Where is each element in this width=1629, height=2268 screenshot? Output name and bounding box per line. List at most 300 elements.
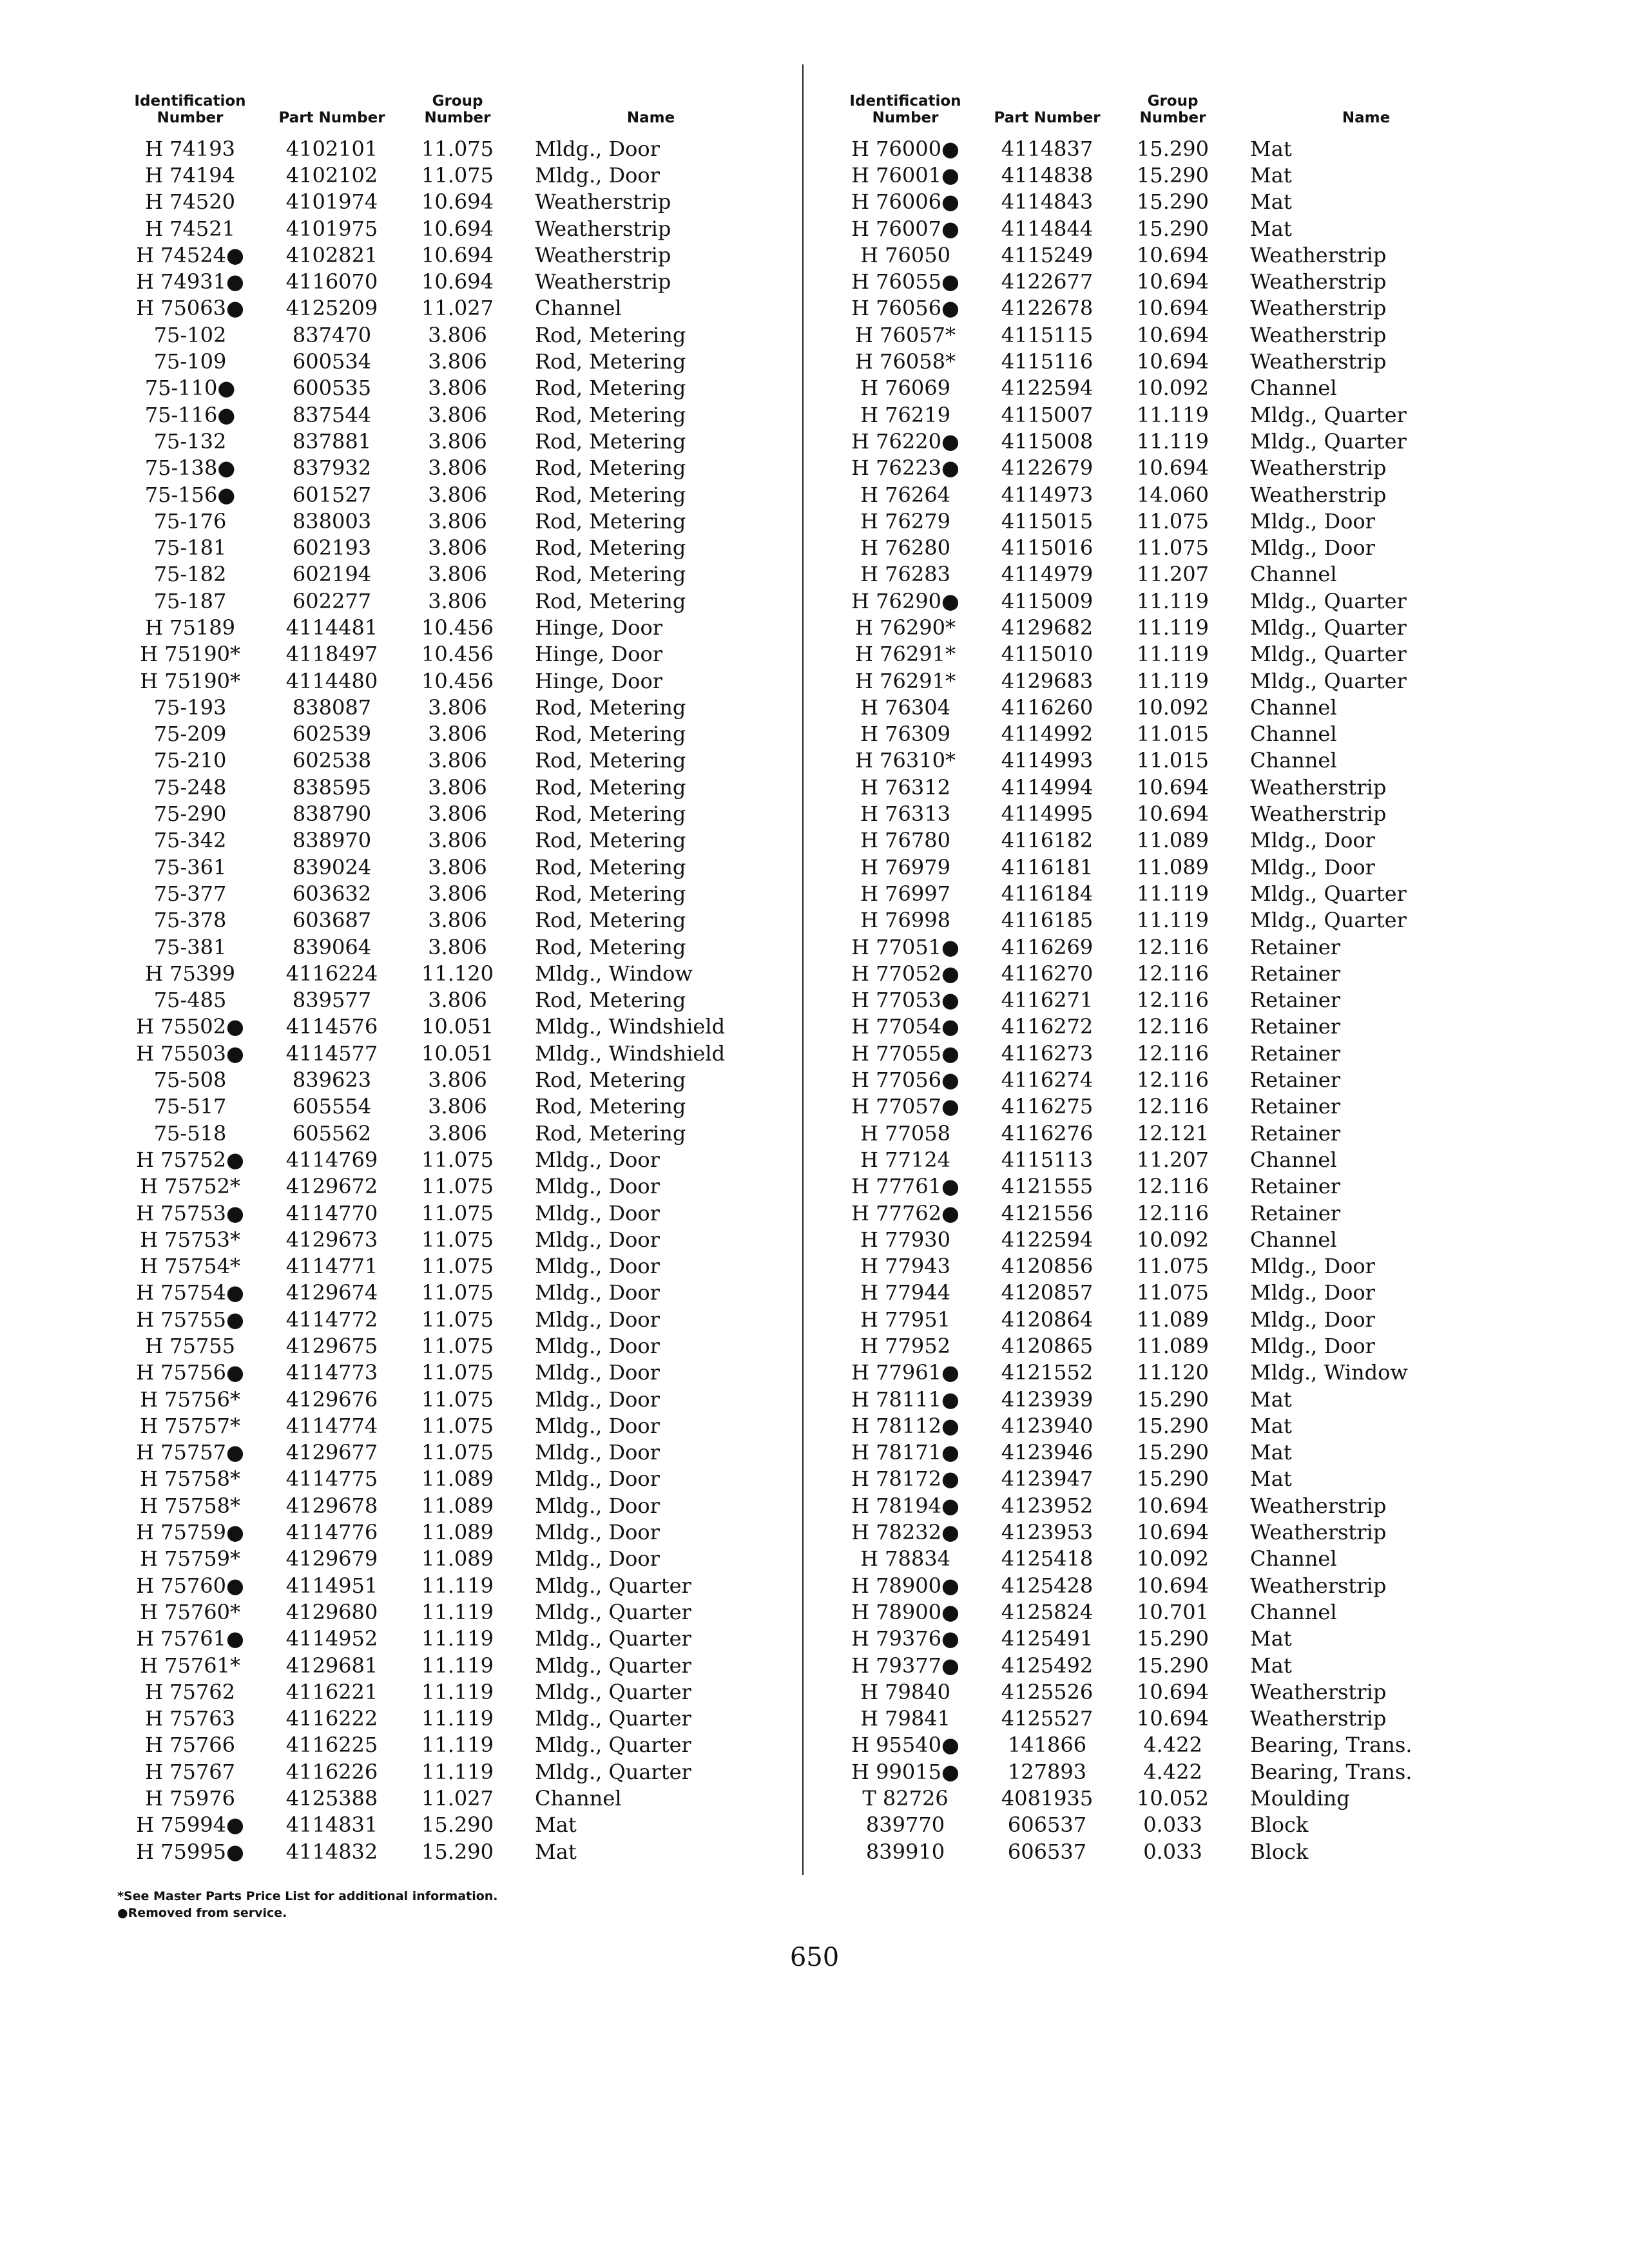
- cell-part-number: 4121556: [1001, 1200, 1094, 1225]
- cell-group-number: 15.290: [1137, 1653, 1209, 1678]
- cell-identification-number: H 76000●: [851, 136, 959, 161]
- cell-part-number: 838970: [292, 828, 372, 853]
- cell-part-number: 4116225: [285, 1733, 378, 1758]
- cell-identification-number: H 75758*: [140, 1493, 240, 1518]
- cell-name: Rod, Metering: [535, 934, 686, 959]
- cell-group-number: 3.806: [428, 349, 487, 374]
- cell-group-number: 14.060: [1137, 482, 1209, 507]
- cell-group-number: 15.290: [1137, 1440, 1209, 1465]
- cell-part-number: 603632: [292, 881, 372, 906]
- cell-group-number: 3.806: [428, 402, 487, 427]
- cell-identification-number: H 76291*: [855, 668, 956, 693]
- table-row: [116, 1146, 773, 1173]
- cell-name: Channel: [1250, 1147, 1337, 1172]
- cell-identification-number: H 77952: [860, 1334, 950, 1358]
- cell-part-number: 4123952: [1001, 1493, 1094, 1518]
- cell-part-number: 4129679: [285, 1546, 378, 1571]
- table-row: [116, 1200, 773, 1226]
- cell-name: Mldg., Door: [535, 162, 660, 187]
- cell-identification-number: H 74931●: [136, 269, 244, 294]
- cell-identification-number: H 77762●: [851, 1200, 959, 1225]
- cell-identification-number: 75-209: [153, 722, 227, 747]
- cell-name: Rod, Metering: [535, 881, 686, 906]
- cell-part-number: 4116222: [285, 1706, 378, 1731]
- cell-part-number: 4129683: [1001, 668, 1094, 693]
- table-row: [116, 1014, 773, 1040]
- cell-identification-number: H 75503●: [136, 1041, 244, 1066]
- table-row: [831, 987, 1482, 1014]
- cell-identification-number: H 76069: [860, 376, 950, 401]
- header-group-number: Group Number: [1139, 93, 1206, 126]
- cell-identification-number: H 78111●: [851, 1387, 959, 1412]
- cell-identification-number: H 75976: [145, 1786, 235, 1811]
- cell-part-number: 4114769: [285, 1147, 378, 1172]
- table-row: [831, 1093, 1482, 1120]
- table-row: [116, 854, 773, 880]
- cell-part-number: 838003: [292, 508, 372, 533]
- cell-part-number: 4125428: [1001, 1573, 1094, 1598]
- cell-identification-number: 75-187: [153, 588, 227, 613]
- cell-name: Mat: [1250, 1626, 1292, 1651]
- cell-part-number: 839064: [292, 934, 372, 959]
- table-row: [831, 242, 1482, 268]
- cell-part-number: 4116271: [1001, 988, 1094, 1013]
- cell-identification-number: 75-156●: [144, 482, 236, 507]
- cell-part-number: 4114992: [1001, 722, 1094, 747]
- cell-part-number: 4118497: [285, 642, 378, 667]
- cell-identification-number: H 77944: [860, 1280, 950, 1305]
- cell-part-number: 4116260: [1001, 695, 1094, 720]
- cell-group-number: 10.051: [421, 1014, 494, 1039]
- cell-group-number: 11.119: [421, 1759, 494, 1784]
- cell-name: Retainer: [1250, 1041, 1341, 1066]
- cell-part-number: 4114831: [285, 1812, 378, 1838]
- cell-identification-number: H 76312: [860, 774, 950, 800]
- cell-group-number: 11.075: [421, 1387, 494, 1412]
- cell-part-number: 602193: [292, 535, 372, 561]
- table-row: [116, 1466, 773, 1492]
- cell-name: Weatherstrip: [1250, 1493, 1387, 1518]
- table-row: [116, 1066, 773, 1093]
- cell-group-number: 11.075: [421, 1307, 494, 1332]
- cell-group-number: 3.806: [428, 881, 487, 906]
- cell-group-number: 11.119: [1137, 588, 1209, 613]
- table-row: [831, 1412, 1482, 1439]
- cell-group-number: 10.694: [1137, 1493, 1209, 1518]
- cell-group-number: 10.694: [421, 216, 494, 241]
- table-row: [831, 481, 1482, 508]
- cell-identification-number: H 78232●: [851, 1520, 959, 1545]
- table-row: [116, 614, 773, 640]
- cell-part-number: 4115249: [1001, 242, 1094, 267]
- cell-group-number: 3.806: [428, 988, 487, 1013]
- cell-name: Channel: [535, 1786, 622, 1811]
- cell-identification-number: H 76223●: [851, 456, 959, 481]
- cell-name: Mldg., Quarter: [535, 1626, 691, 1651]
- cell-group-number: 11.119: [1137, 908, 1209, 933]
- cell-identification-number: H 75767: [145, 1759, 235, 1784]
- left-column: [116, 64, 773, 1865]
- cell-group-number: 10.456: [421, 642, 494, 667]
- table-row: [831, 1599, 1482, 1625]
- table-row: [116, 907, 773, 934]
- cell-identification-number: 75-182: [153, 562, 227, 587]
- cell-part-number: 4115009: [1001, 588, 1094, 613]
- cell-identification-number: H 76050: [860, 242, 950, 267]
- cell-identification-number: H 78171●: [851, 1440, 959, 1465]
- table-row: [116, 428, 773, 454]
- cell-name: Weatherstrip: [1250, 774, 1387, 800]
- cell-identification-number: H 76007●: [851, 216, 959, 241]
- cell-group-number: 10.694: [1137, 774, 1209, 800]
- cell-name: Rod, Metering: [535, 908, 686, 933]
- table-row: [116, 242, 773, 268]
- table-row: [116, 1706, 773, 1732]
- cell-group-number: 3.806: [428, 748, 487, 773]
- cell-name: Mldg., Quarter: [535, 1679, 691, 1704]
- cell-group-number: 10.694: [1137, 1520, 1209, 1545]
- table-row: [116, 401, 773, 428]
- cell-part-number: 4115113: [1001, 1147, 1094, 1172]
- cell-part-number: 4116274: [1001, 1068, 1094, 1093]
- cell-identification-number: H 78900●: [851, 1573, 959, 1598]
- cell-name: Mldg., Quarter: [1250, 908, 1407, 933]
- cell-name: Weatherstrip: [1250, 242, 1387, 267]
- cell-identification-number: H 75760*: [140, 1599, 240, 1624]
- cell-name: Weatherstrip: [1250, 349, 1387, 374]
- cell-identification-number: 75-248: [153, 774, 227, 800]
- cell-part-number: 4129680: [285, 1599, 378, 1624]
- cell-name: Mldg., Door: [535, 1147, 660, 1172]
- cell-group-number: 4.422: [1143, 1759, 1202, 1784]
- cell-identification-number: H 77930: [860, 1227, 950, 1252]
- cell-identification-number: H 75189: [145, 615, 235, 640]
- cell-part-number: 602539: [292, 722, 372, 747]
- cell-part-number: 4116185: [1001, 908, 1094, 933]
- cell-group-number: 3.806: [428, 774, 487, 800]
- cell-group-number: 10.694: [1137, 296, 1209, 321]
- header-part-number: Part Number: [278, 110, 385, 126]
- table-row: [116, 1599, 773, 1625]
- cell-name: Channel: [1250, 562, 1337, 587]
- cell-part-number: 4114770: [285, 1200, 378, 1225]
- cell-name: Mat: [1250, 136, 1292, 161]
- cell-part-number: 4120865: [1001, 1334, 1094, 1358]
- table-row: [116, 1306, 773, 1332]
- table-row: [831, 1758, 1482, 1785]
- cell-name: Weatherstrip: [1250, 269, 1387, 294]
- cell-group-number: 3.806: [428, 428, 487, 454]
- table-row: [116, 1678, 773, 1705]
- cell-group-number: 15.290: [421, 1839, 494, 1864]
- cell-part-number: 4116184: [1001, 881, 1094, 906]
- cell-part-number: 602277: [292, 588, 372, 613]
- cell-name: Mldg., Quarter: [1250, 588, 1407, 613]
- cell-name: Weatherstrip: [1250, 1706, 1387, 1731]
- cell-identification-number: H 75761●: [136, 1626, 244, 1651]
- cell-name: Mat: [1250, 1653, 1292, 1678]
- table-row: [831, 747, 1482, 774]
- cell-part-number: 4114775: [285, 1466, 378, 1492]
- table-row: [116, 534, 773, 561]
- cell-group-number: 11.075: [421, 1200, 494, 1225]
- cell-part-number: 4116226: [285, 1759, 378, 1784]
- cell-group-number: 10.701: [1137, 1599, 1209, 1624]
- table-row: [831, 880, 1482, 907]
- table-row: [116, 1412, 773, 1439]
- cell-part-number: 4129673: [285, 1227, 378, 1252]
- cell-group-number: 10.092: [1137, 376, 1209, 401]
- table-row: [831, 1626, 1482, 1652]
- table-row: [116, 1519, 773, 1545]
- cell-part-number: 838087: [292, 695, 372, 720]
- table-row: [116, 934, 773, 960]
- table-row: [831, 1439, 1482, 1466]
- cell-part-number: 4125527: [1001, 1706, 1094, 1731]
- header-part-number: Part Number: [994, 110, 1101, 126]
- cell-group-number: 15.290: [1137, 1466, 1209, 1492]
- column-header: [116, 64, 773, 135]
- cell-part-number: 4116272: [1001, 1014, 1094, 1039]
- cell-part-number: 4116276: [1001, 1120, 1094, 1146]
- cell-part-number: 4114979: [1001, 562, 1094, 587]
- cell-part-number: 4129672: [285, 1174, 378, 1199]
- cell-name: Weatherstrip: [1250, 296, 1387, 321]
- table-row: [116, 1572, 773, 1599]
- cell-group-number: 12.121: [1137, 1120, 1209, 1146]
- cell-identification-number: H 78194●: [851, 1493, 959, 1518]
- cell-name: Mldg., Door: [535, 1466, 660, 1492]
- table-row: [116, 268, 773, 294]
- cell-identification-number: H 74194: [145, 162, 235, 187]
- cell-identification-number: H 79377●: [851, 1653, 959, 1678]
- cell-name: Rod, Metering: [535, 402, 686, 427]
- cell-group-number: 15.290: [1137, 1387, 1209, 1412]
- table-row: [831, 1678, 1482, 1705]
- cell-part-number: 4102101: [285, 136, 378, 161]
- cell-name: Rod, Metering: [535, 988, 686, 1013]
- cell-identification-number: H 75502●: [136, 1014, 244, 1039]
- cell-name: Mat: [1250, 1387, 1292, 1412]
- table-row: [116, 721, 773, 747]
- cell-name: Mldg., Quarter: [535, 1759, 691, 1784]
- cell-identification-number: H 77951: [860, 1307, 950, 1332]
- table-row: [831, 561, 1482, 588]
- cell-identification-number: H 75063●: [136, 296, 244, 321]
- cell-group-number: 11.075: [421, 1227, 494, 1252]
- table-row: [116, 641, 773, 668]
- cell-name: Mldg., Windshield: [535, 1041, 726, 1066]
- cell-part-number: 4123946: [1001, 1440, 1094, 1465]
- table-row: [116, 1732, 773, 1758]
- cell-part-number: 4114993: [1001, 748, 1094, 773]
- table-row: [116, 694, 773, 720]
- table-row: [116, 747, 773, 774]
- cell-name: Mldg., Door: [535, 1360, 660, 1385]
- cell-part-number: 4122677: [1001, 269, 1094, 294]
- table-row: [831, 534, 1482, 561]
- cell-group-number: 12.116: [1137, 1174, 1209, 1199]
- cell-part-number: 4129676: [285, 1387, 378, 1412]
- cell-group-number: 11.119: [421, 1653, 494, 1678]
- cell-identification-number: H 74193: [145, 136, 235, 161]
- cell-identification-number: 839910: [865, 1839, 945, 1864]
- cell-part-number: 4114844: [1001, 216, 1094, 241]
- table-row: [116, 375, 773, 401]
- table-row: [116, 215, 773, 242]
- cell-group-number: 11.075: [1137, 1280, 1209, 1305]
- cell-name: Mldg., Door: [535, 1440, 660, 1465]
- table-row: [831, 694, 1482, 720]
- cell-group-number: 15.290: [421, 1812, 494, 1838]
- cell-part-number: 4114837: [1001, 136, 1094, 161]
- cell-name: Rod, Metering: [535, 562, 686, 587]
- table-row: [116, 774, 773, 800]
- table-row: [831, 1226, 1482, 1253]
- cell-part-number: 606537: [1007, 1812, 1087, 1838]
- cell-identification-number: H 75759*: [140, 1546, 240, 1571]
- table-row: [831, 1838, 1482, 1865]
- cell-part-number: 4129681: [285, 1653, 378, 1678]
- cell-name: Mldg., Door: [535, 1334, 660, 1358]
- table-row: [116, 1360, 773, 1386]
- cell-group-number: 11.075: [421, 136, 494, 161]
- cell-identification-number: H 75760●: [136, 1573, 244, 1598]
- cell-name: Rod, Metering: [535, 1094, 686, 1119]
- cell-part-number: 4115015: [1001, 508, 1094, 533]
- table-row: [831, 322, 1482, 348]
- cell-identification-number: H 76057*: [855, 322, 956, 347]
- cell-part-number: 4114480: [285, 668, 378, 693]
- cell-group-number: 3.806: [428, 562, 487, 587]
- cell-part-number: 601527: [292, 482, 372, 507]
- cell-group-number: 11.075: [421, 162, 494, 187]
- cell-part-number: 4116269: [1001, 934, 1094, 959]
- cell-name: Mldg., Quarter: [1250, 428, 1407, 454]
- cell-name: Rod, Metering: [535, 588, 686, 613]
- cell-name: Mat: [535, 1812, 577, 1838]
- cell-part-number: 4115010: [1001, 642, 1094, 667]
- footnotes: [117, 1888, 498, 1921]
- cell-part-number: 4102821: [285, 242, 378, 267]
- cell-part-number: 4114973: [1001, 482, 1094, 507]
- cell-group-number: 11.119: [421, 1679, 494, 1704]
- cell-identification-number: H 76055●: [851, 269, 959, 294]
- cell-group-number: 15.290: [1137, 189, 1209, 215]
- cell-group-number: 11.119: [421, 1573, 494, 1598]
- cell-identification-number: H 75755●: [136, 1307, 244, 1332]
- cell-group-number: 11.075: [421, 1147, 494, 1172]
- table-row: [116, 1386, 773, 1412]
- cell-part-number: 4129682: [1001, 615, 1094, 640]
- cell-group-number: 10.694: [421, 269, 494, 294]
- cell-part-number: 4114481: [285, 615, 378, 640]
- cell-identification-number: 75-381: [153, 934, 227, 959]
- table-row: [831, 614, 1482, 640]
- cell-identification-number: H 76780: [860, 828, 950, 853]
- cell-name: Mldg., Door: [1250, 1334, 1375, 1358]
- cell-name: Mldg., Quarter: [1250, 615, 1407, 640]
- table-row: [116, 1626, 773, 1652]
- cell-group-number: 3.806: [428, 908, 487, 933]
- cell-part-number: 4114995: [1001, 802, 1094, 827]
- cell-identification-number: H 75995●: [136, 1839, 244, 1864]
- cell-part-number: 4116070: [285, 269, 378, 294]
- cell-group-number: 3.806: [428, 456, 487, 481]
- cell-identification-number: H 77052●: [851, 961, 959, 986]
- cell-identification-number: 75-517: [153, 1094, 227, 1119]
- column-header: [831, 64, 1482, 135]
- cell-part-number: 4115008: [1001, 428, 1094, 454]
- cell-identification-number: 75-102: [153, 322, 227, 347]
- cell-name: Weatherstrip: [1250, 322, 1387, 347]
- cell-identification-number: 75-132: [153, 428, 227, 454]
- table-row: [116, 1173, 773, 1200]
- table-row: [116, 1546, 773, 1572]
- cell-group-number: 10.456: [421, 668, 494, 693]
- cell-group-number: 11.207: [1137, 562, 1209, 587]
- cell-name: Mldg., Window: [1250, 1360, 1408, 1385]
- cell-group-number: 4.422: [1143, 1733, 1202, 1758]
- cell-identification-number: H 76056●: [851, 296, 959, 321]
- cell-part-number: 4114577: [285, 1041, 378, 1066]
- cell-name: Mldg., Door: [1250, 1254, 1375, 1279]
- cell-name: Retainer: [1250, 1120, 1341, 1146]
- table-row: [116, 668, 773, 694]
- header-identification-number: Identification Number: [134, 93, 246, 126]
- cell-identification-number: H 75752*: [140, 1174, 240, 1199]
- cell-group-number: 10.092: [1137, 1227, 1209, 1252]
- cell-group-number: 11.089: [421, 1466, 494, 1492]
- cell-name: Rod, Metering: [535, 322, 686, 347]
- table-row: [116, 481, 773, 508]
- cell-group-number: 11.089: [1137, 1334, 1209, 1358]
- cell-identification-number: 75-485: [153, 988, 227, 1013]
- cell-name: Mldg., Windshield: [535, 1014, 726, 1039]
- cell-name: Hinge, Door: [535, 615, 662, 640]
- cell-name: Weatherstrip: [1250, 1520, 1387, 1545]
- cell-identification-number: H 77057●: [851, 1094, 959, 1119]
- cell-identification-number: H 76264: [860, 482, 950, 507]
- cell-group-number: 12.116: [1137, 988, 1209, 1013]
- table-row: [116, 322, 773, 348]
- cell-name: Mat: [1250, 162, 1292, 187]
- header-name: Name: [626, 110, 675, 126]
- cell-group-number: 12.116: [1137, 1014, 1209, 1039]
- cell-part-number: 4115016: [1001, 535, 1094, 561]
- cell-name: Mldg., Door: [535, 1413, 660, 1438]
- cell-group-number: 10.694: [1137, 269, 1209, 294]
- table-row: [831, 1492, 1482, 1519]
- cell-part-number: 4114576: [285, 1014, 378, 1039]
- cell-identification-number: H 74521: [145, 216, 235, 241]
- cell-part-number: 4114832: [285, 1839, 378, 1864]
- cell-identification-number: H 75758*: [140, 1466, 240, 1492]
- cell-identification-number: H 77058: [860, 1120, 950, 1146]
- cell-name: Rod, Metering: [535, 349, 686, 374]
- table-row: [831, 641, 1482, 668]
- cell-part-number: 602194: [292, 562, 372, 587]
- cell-group-number: 3.806: [428, 535, 487, 561]
- table-row: [116, 1226, 773, 1253]
- table-row: [116, 455, 773, 481]
- cell-part-number: 4116224: [285, 961, 378, 986]
- cell-name: Rod, Metering: [535, 854, 686, 879]
- cell-group-number: 10.694: [1137, 242, 1209, 267]
- cell-group-number: 12.116: [1137, 961, 1209, 986]
- cell-name: Mldg., Door: [535, 1546, 660, 1571]
- table-row: [116, 1812, 773, 1838]
